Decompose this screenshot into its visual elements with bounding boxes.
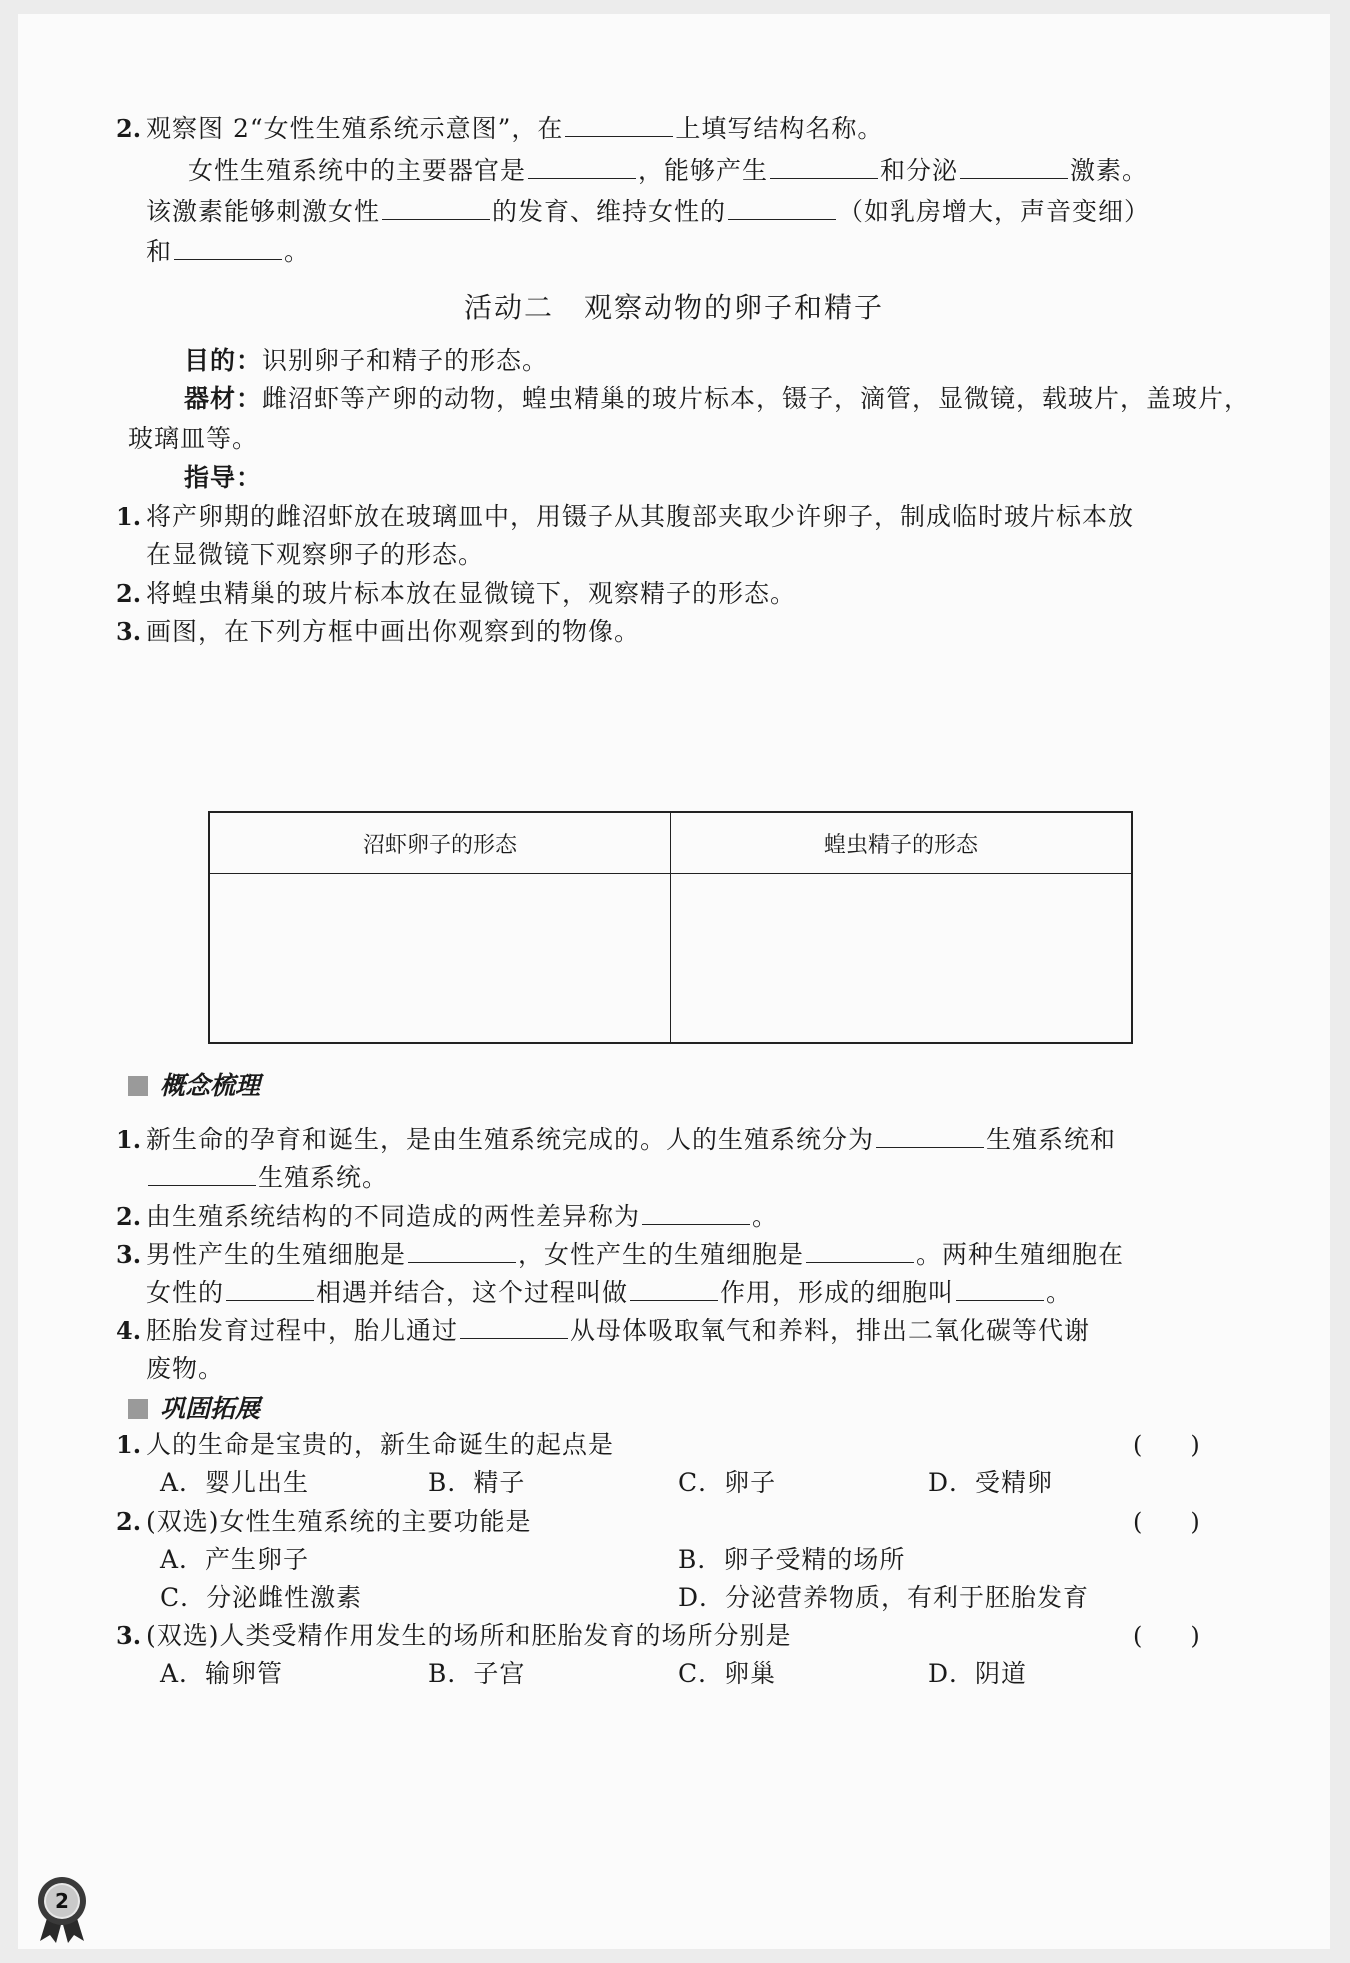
question-text xyxy=(146,1276,1072,1310)
question-text xyxy=(146,235,310,269)
answer-blank[interactable] xyxy=(642,1202,750,1225)
answer-blank[interactable] xyxy=(382,197,490,220)
table-header: 蝗虫精子的形态 xyxy=(671,812,1133,874)
text-segment: 由生殖系统结构的不同造成的两性差异称为 xyxy=(146,1202,641,1231)
purpose-text: 识别卵子和精子的形态。 xyxy=(262,346,549,375)
question-text: 废物。 xyxy=(146,1354,225,1383)
purpose-line xyxy=(184,344,548,378)
document-page xyxy=(18,14,1330,1949)
square-icon xyxy=(128,1076,148,1096)
option[interactable]: D．分泌营养物质，有利于胚胎发育 xyxy=(678,1583,1090,1612)
text-segment: 和分泌 xyxy=(880,156,959,185)
answer-blank[interactable] xyxy=(460,1316,568,1339)
text-segment: 女性生殖系统中的主要器官是 xyxy=(188,156,527,185)
option[interactable]: A．产生卵子 xyxy=(160,1545,310,1574)
answer-blank[interactable] xyxy=(565,114,673,137)
answer-blank[interactable] xyxy=(408,1240,516,1263)
question-text xyxy=(146,1123,1116,1157)
text-segment: （如乳房增大，声音变细） xyxy=(838,197,1151,226)
option[interactable]: B．子宫 xyxy=(428,1659,526,1688)
answer-blank[interactable] xyxy=(528,156,636,179)
question-number: 3. xyxy=(116,1240,142,1269)
option[interactable]: C．卵巢 xyxy=(678,1659,777,1688)
answer-parentheses[interactable]: ( ) xyxy=(1133,1431,1200,1459)
question-number: 1. xyxy=(116,1430,142,1459)
question-number: 4. xyxy=(116,1316,142,1345)
text-segment: 女性的 xyxy=(146,1278,225,1307)
question-number: 2. xyxy=(116,1202,142,1231)
text-segment: 该激素能够刺激女性 xyxy=(146,197,381,226)
question-text xyxy=(146,1314,1090,1348)
option[interactable]: B．精子 xyxy=(428,1468,526,1497)
step-text: 画图，在下列方框中画出你观察到的物像。 xyxy=(146,617,641,646)
question-text xyxy=(146,112,883,146)
step-text: 将产卵期的雌沼虾放在玻璃皿中，用镊子从其腹部夹取少许卵子，制成临时玻片标本放 xyxy=(146,502,1135,531)
medal-icon xyxy=(34,1875,90,1945)
page-number: 2 xyxy=(55,1889,69,1913)
step-text: 将蝗虫精巢的玻片标本放在显微镜下，观察精子的形态。 xyxy=(146,579,797,608)
question-text xyxy=(146,1161,388,1195)
option[interactable]: A．输卵管 xyxy=(160,1659,284,1688)
text-segment: 男性产生的生殖细胞是 xyxy=(146,1240,407,1269)
question-number: 2. xyxy=(116,1507,142,1536)
question-stem: 人的生命是宝贵的，新生命诞生的起点是 xyxy=(146,1430,615,1459)
table-header-row xyxy=(209,812,1132,874)
table-row xyxy=(209,874,1132,1044)
section-heading xyxy=(128,1392,260,1426)
question-stem: (双选)人类受精作用发生的场所和胚胎发育的场所分别是 xyxy=(146,1621,792,1650)
purpose-label: 目的： xyxy=(184,346,263,375)
answer-blank[interactable] xyxy=(148,1163,256,1186)
materials-text: 雌沼虾等产卵的动物，蝗虫精巢的玻片标本，镊子，滴管，显微镜，载玻片，盖玻片， xyxy=(262,384,1251,413)
text-segment: ，能够产生 xyxy=(638,156,769,185)
answer-parentheses[interactable]: ( ) xyxy=(1133,1622,1200,1650)
text-segment: 从母体吸取氧气和养料，排出二氧化碳等代谢 xyxy=(570,1316,1091,1345)
question-text xyxy=(188,154,1148,188)
step-text: 在显微镜下观察卵子的形态。 xyxy=(146,540,485,569)
option[interactable]: A．婴儿出生 xyxy=(160,1468,310,1497)
heading-text: 巩固拓展 xyxy=(160,1394,261,1423)
text-segment: 。两种生殖细胞在 xyxy=(916,1240,1125,1269)
text-segment: 上填写结构名称。 xyxy=(675,114,884,143)
answer-blank[interactable] xyxy=(728,197,836,220)
option[interactable]: B．卵子受精的场所 xyxy=(678,1545,906,1574)
question-stem: (双选)女性生殖系统的主要功能是 xyxy=(146,1507,532,1536)
answer-blank[interactable] xyxy=(226,1278,314,1301)
section-heading xyxy=(128,1069,260,1103)
question-text xyxy=(146,195,1150,229)
text-segment: 的发育、维持女性的 xyxy=(492,197,727,226)
materials-line xyxy=(184,382,1250,416)
guide-label: 指导： xyxy=(184,463,263,492)
option[interactable]: C．分泌雌性激素 xyxy=(160,1583,363,1612)
text-segment: 。 xyxy=(752,1202,779,1231)
materials-label: 器材： xyxy=(184,384,263,413)
question-text xyxy=(146,1200,778,1234)
text-segment: ，女性产生的生殖细胞是 xyxy=(518,1240,805,1269)
text-segment: 胚胎发育过程中，胎儿通过 xyxy=(146,1316,459,1345)
question-number: 2. xyxy=(116,114,142,143)
drawing-area[interactable] xyxy=(671,874,1133,1044)
text-segment: 作用，形成的细胞叫 xyxy=(720,1278,955,1307)
option[interactable]: D．阴道 xyxy=(928,1659,1028,1688)
question-number: 3. xyxy=(116,1621,142,1650)
answer-blank[interactable] xyxy=(174,237,282,260)
answer-parentheses[interactable]: ( ) xyxy=(1133,1508,1200,1536)
step-number: 1. xyxy=(116,502,142,531)
step-number: 2. xyxy=(116,579,142,608)
text-segment: 。 xyxy=(284,237,311,266)
text-segment: 生殖系统。 xyxy=(258,1163,389,1192)
section-title: 活动二 观察动物的卵子和精子 xyxy=(463,291,884,324)
answer-blank[interactable] xyxy=(630,1278,718,1301)
question-text xyxy=(146,1238,1124,1272)
heading-text: 概念梳理 xyxy=(160,1071,261,1100)
text-segment: 。 xyxy=(1046,1278,1073,1307)
drawing-area[interactable] xyxy=(209,874,671,1044)
option[interactable]: C．卵子 xyxy=(678,1468,777,1497)
text-segment: 激素。 xyxy=(1070,156,1149,185)
option[interactable]: D．受精卵 xyxy=(928,1468,1054,1497)
answer-blank[interactable] xyxy=(956,1278,1044,1301)
text-segment: 生殖系统和 xyxy=(986,1125,1117,1154)
text-segment: 和 xyxy=(146,237,173,266)
answer-blank[interactable] xyxy=(960,156,1068,179)
materials-line-cont: 玻璃皿等。 xyxy=(128,424,259,453)
text-segment: 相遇并结合，这个过程叫做 xyxy=(316,1278,629,1307)
text-segment: 观察图 2“女性生殖系统示意图”，在 xyxy=(146,114,564,143)
square-icon xyxy=(128,1399,148,1419)
page-number-badge xyxy=(34,1875,90,1945)
step-number: 3. xyxy=(116,617,142,646)
observation-table xyxy=(208,811,1133,1044)
answer-blank[interactable] xyxy=(876,1125,984,1148)
answer-blank[interactable] xyxy=(806,1240,914,1263)
text-segment: 新生命的孕育和诞生，是由生殖系统完成的。人的生殖系统分为 xyxy=(146,1125,875,1154)
answer-blank[interactable] xyxy=(770,156,878,179)
question-number: 1. xyxy=(116,1125,142,1154)
table-header: 沼虾卵子的形态 xyxy=(209,812,671,874)
